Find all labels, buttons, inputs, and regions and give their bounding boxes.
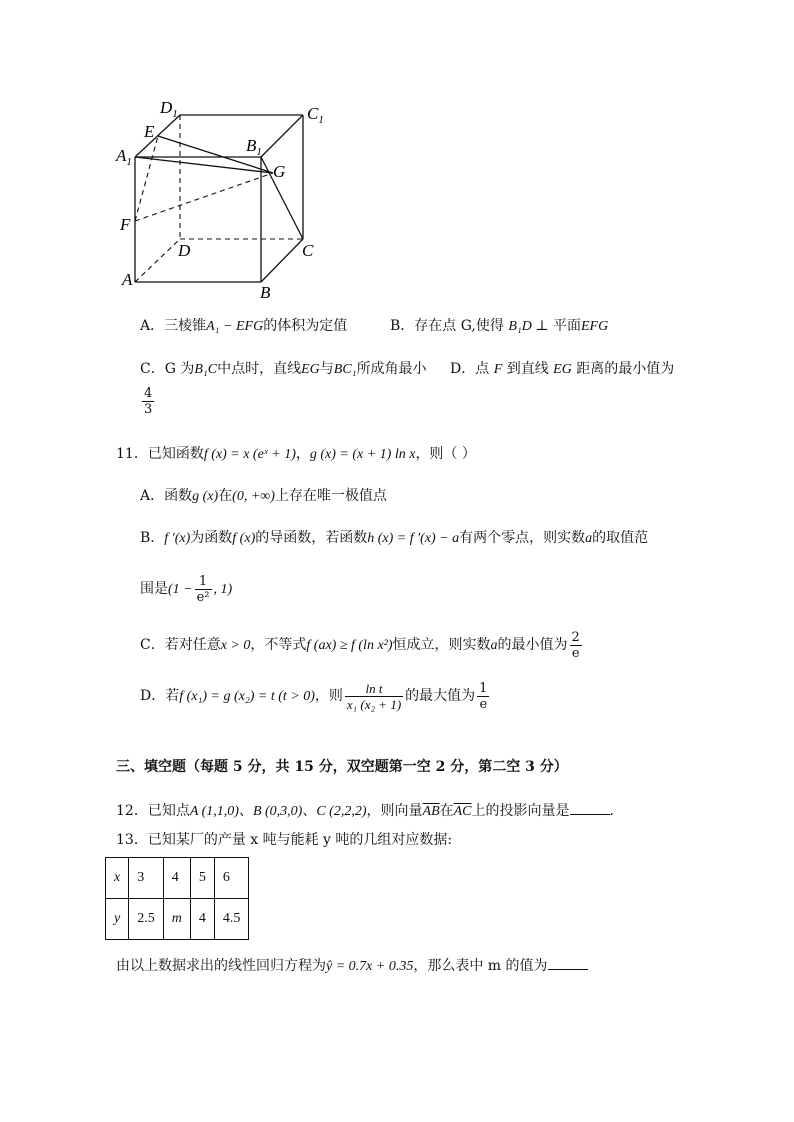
denominator: e² [196, 589, 210, 605]
q10-option-a [140, 316, 347, 337]
math: a [490, 638, 498, 653]
q11-option-d [140, 676, 491, 717]
q10-option-d [450, 359, 674, 380]
numerator: 2 [571, 629, 580, 645]
vector-ac: $\overline{AC}$ [453, 804, 472, 819]
text: 的取值范 [592, 530, 649, 546]
answer-blank [570, 800, 610, 815]
q11-option-b [140, 528, 648, 549]
edge-b1c1 [261, 115, 303, 157]
q11-option-c [140, 628, 584, 663]
numerator: 1 [195, 574, 212, 590]
text: ，则 [314, 688, 343, 704]
label-c: C [302, 241, 314, 260]
data-table [105, 857, 249, 940]
math: f (x₁) = g (x₂) = t (t > 0) [179, 689, 315, 704]
math: (0, +∞) [232, 489, 275, 504]
text: ，则（ ） [415, 446, 476, 462]
math: B (0,3,0) [252, 804, 303, 819]
math: f ′(x) [164, 531, 191, 546]
text: 围是 [140, 581, 168, 597]
text: 、 [302, 803, 317, 819]
label-g: G [273, 162, 286, 181]
text: 有两个零点，则实数 [459, 530, 586, 546]
vector-ab: $\overline{AB}$ [422, 804, 440, 819]
edge-bc [261, 239, 303, 282]
text: 为函数 [190, 530, 233, 546]
text: 平面 [552, 318, 581, 334]
math: BC₁ [333, 362, 357, 377]
text: 的导函数，若函数 [255, 530, 368, 546]
text: D．点 [450, 361, 490, 377]
math: g (x) = (x + 1) ln x [309, 447, 416, 462]
math: F [493, 362, 503, 377]
text: B．存在点 G,使得 [390, 318, 504, 334]
segment-fg [135, 173, 273, 221]
text: 在 [218, 488, 233, 504]
q12 [116, 800, 614, 822]
text: 12．已知点 [116, 803, 190, 819]
table-cell: 4.5 [214, 899, 249, 940]
math: f (ax) ≥ f (ln x²) [306, 638, 393, 653]
edge-ad-hidden [135, 239, 180, 282]
fraction [195, 574, 212, 605]
numerator: 4 [144, 386, 153, 401]
text: B． [140, 530, 165, 546]
text: 距离的最小值为 [576, 361, 675, 377]
text: 上存在唯一极值点 [274, 488, 387, 504]
q11-stem [116, 444, 476, 465]
denominator: 3 [144, 402, 153, 417]
q13-tail [116, 955, 588, 977]
label-d1: $D_1$ [160, 98, 178, 120]
label-b1: $B_1$ [246, 136, 262, 158]
label-e: E [144, 122, 155, 141]
math: EG [553, 362, 572, 377]
table-row [106, 899, 249, 940]
table-cell: 2.5 [129, 899, 164, 940]
math: EG [301, 362, 320, 377]
table-cell: 4 [163, 858, 190, 899]
text: A．函数 [140, 488, 193, 504]
edge-a1d1 [135, 115, 180, 157]
text: 、 [238, 803, 253, 819]
section-3-title: 三、填空题（每题 5 分，共 15 分，双空题第一空 2 分，第二空 3 分） [116, 759, 568, 775]
math: B₁C [194, 362, 218, 377]
math: A (1,1,0) [189, 804, 239, 819]
math: , 1) [213, 582, 233, 597]
label-a: A [122, 270, 133, 289]
table-cell: 5 [190, 858, 214, 899]
label-c1: $C_1$ [307, 104, 324, 126]
text: ， [295, 446, 310, 462]
text: 上的投影向量是 [471, 803, 570, 819]
text: ，不等式 [250, 637, 307, 653]
text: A．三棱锥 [140, 318, 207, 334]
math: (1 − [168, 582, 193, 597]
label-b: B [260, 283, 271, 302]
text: 与 [319, 361, 334, 377]
text: 的最大值为 [405, 688, 476, 704]
math: ŷ = 0.7x + 0.35 [326, 959, 414, 974]
text: 中点时，直线 [217, 361, 302, 377]
numerator: 1 [479, 680, 488, 696]
label-d: D [178, 241, 191, 260]
denominator: x₁ (x₂ + 1) [346, 696, 402, 712]
text: 所成角最小 [356, 361, 427, 377]
math: EFG [580, 319, 609, 334]
text: C．若对任意 [140, 637, 221, 653]
text: ，那么表中 m 的值为 [413, 958, 548, 974]
math: a [585, 531, 593, 546]
math: f (x) = x (eˣ + 1) [203, 447, 296, 462]
denominator: e [479, 696, 488, 712]
text: 的最小值为 [497, 637, 568, 653]
math: x > 0 [220, 638, 251, 653]
segment-a1g [135, 157, 273, 173]
text: C．G 为 [140, 361, 195, 377]
math: g (x) [192, 489, 219, 504]
text: 的体积为定值 [263, 318, 348, 334]
table-cell: m [163, 899, 190, 940]
text: 由以上数据求出的线性回归方程为 [116, 958, 326, 974]
fraction [570, 630, 582, 661]
text: ，则向量 [366, 803, 423, 819]
numerator: ln t [345, 681, 403, 697]
text: 到直线 [506, 361, 549, 377]
q11-option-b-range [140, 572, 232, 607]
label-f: F [120, 215, 131, 234]
label-a1: $A_1$ [116, 146, 132, 168]
text: 在 [439, 803, 454, 819]
table-cell: 6 [214, 858, 249, 899]
q13-stem: 13．已知某厂的产量 x 吨与能耗 y 吨的几组对应数据: [116, 832, 453, 848]
q11-option-a [140, 486, 387, 507]
table-cell: y [106, 899, 129, 940]
table-cell: 4 [190, 899, 214, 940]
text: 恒成立，则实数 [392, 637, 491, 653]
fraction [142, 386, 154, 417]
table-row [106, 858, 249, 899]
cube-figure [108, 95, 348, 310]
q10-option-c [140, 359, 427, 380]
text: . [609, 803, 614, 819]
text: D．若 [140, 688, 180, 704]
math: C (2,2,2) [316, 804, 367, 819]
denominator: e [571, 645, 580, 661]
fraction [345, 681, 403, 712]
fraction [477, 681, 489, 712]
math: A₁ − EFG [206, 319, 264, 334]
table-cell: x [106, 858, 129, 899]
answer-blank [548, 955, 588, 970]
segment-fe [135, 136, 158, 221]
table-cell: 3 [129, 858, 164, 899]
math: f (x) [232, 531, 256, 546]
q10-option-d-value [140, 386, 156, 417]
text: 11．已知函数 [116, 446, 204, 462]
math: B₁D ⊥ [508, 319, 549, 334]
math: h (x) = f ′(x) − a [367, 531, 460, 546]
q10-option-b [390, 316, 608, 337]
